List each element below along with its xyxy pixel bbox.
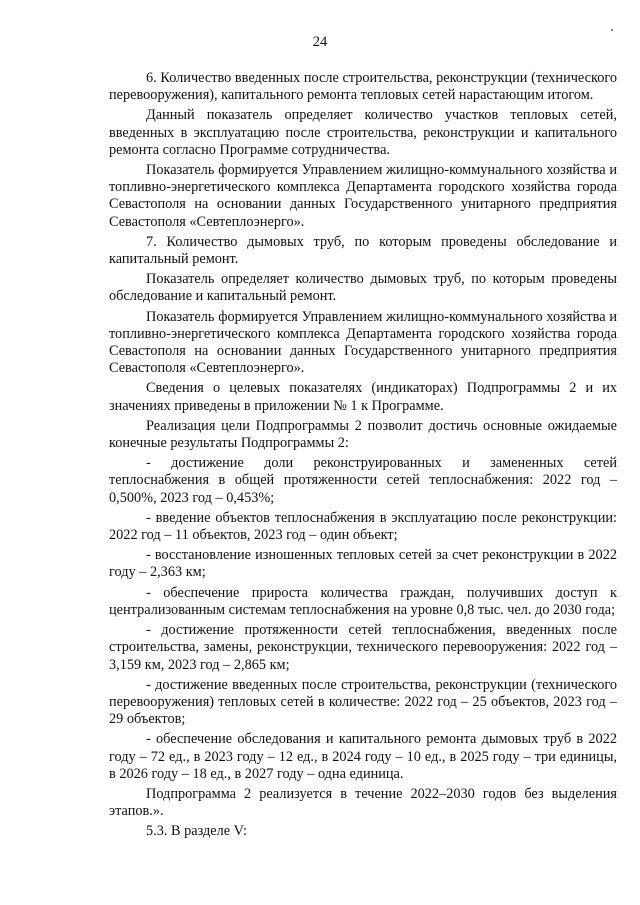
- list-item-result: - восстановление изношенных тепловых сетей за счет реконструкции в 2022 году – 2,363 км;: [109, 547, 617, 581]
- list-item-result: - достижение протяженности сетей теплоснабжения, введенных после строительства, замены, реконструкции, технического перевооружения: 2022 год – 3,159 км, 2023 год – 2,865 км;: [109, 622, 617, 673]
- list-item-result: - достижение доли реконструированных и замененных сетей теплоснабжения в общей протяженности сетей теплоснабжения: 2022 год – 0,500%, 2023 год – 0,453%;: [109, 455, 617, 506]
- paragraph-indicators-reference: Сведения о целевых показателях (индикаторах) Подпрограммы 2 и их значениях приведены в приложении № 1 к Программе.: [109, 380, 617, 414]
- paragraph-expected-results-intro: Реализация цели Подпрограммы 2 позволит достичь основные ожидаемые конечные результаты Подпрограммы 2:: [109, 417, 617, 452]
- paragraph-indicator-6-source: Показатель формируется Управлением жилищно-коммунального хозяйства и топливно-энергетического комплекса Департамента городского хозяйства города Севастополя на основании данных Государственного унитарного предприятия Севастополя «Севтеплоэнерго».: [109, 162, 617, 230]
- paragraph-indicator-7-source: Показатель формируется Управлением жилищно-коммунального хозяйства и топливно-энергетического комплекса Департамента городского хозяйства города Севастополя на основании данных Государственного унитарного предприятия Севастополя «Севтеплоэнерго».: [109, 308, 617, 377]
- paragraph-indicator-7-definition: Показатель определяет количество дымовых труб, по которым проведены обследование и капитальный ремонт.: [109, 271, 617, 305]
- paragraph-indicator-6-definition: Данный показатель определяет количество участков тепловых сетей, введенных в эксплуатацию после строительства, реконструкции и капитального ремонта согласно Программе сотрудничества.: [109, 107, 617, 158]
- scan-speck: [611, 29, 613, 31]
- list-item-result: - достижение введенных после строительства, реконструкции (технического перевооружения) тепловых сетей в количестве: 2022 год – 25 объектов, 2023 год – 29 объектов;: [109, 676, 617, 728]
- list-item-result: - обеспечение обследования и капитального ремонта дымовых труб в 2022 году – 72 ед., в 2023 году – 12 ед., в 2024 году – 10 ед., в 2025 году – три единицы, в 2026 году – 18 ед., в 2027 году – одна единица.: [109, 731, 617, 782]
- document-body: [109, 70, 617, 841]
- paragraph-indicator-6: 6. Количество введенных после строительства, реконструкции (технического перевооружения), капитального ремонта тепловых сетей нарастающим итогом.: [109, 70, 617, 104]
- list-item-result: - обеспечение прироста количества граждан, получивших доступ к централизованным системам теплоснабжения на уровне 0,8 тыс. чел. до 2030 года;: [109, 584, 617, 618]
- paragraph-indicator-7: 7. Количество дымовых труб, по которым проведены обследование и капитальный ремонт.: [109, 233, 617, 268]
- paragraph-section-heading: 5.3. В разделе V:: [146, 823, 247, 840]
- paragraph-implementation-period: Подпрограмма 2 реализуется в течение 2022–2030 годов без выделения этапов.».: [109, 785, 617, 820]
- list-item-result: - введение объектов теплоснабжения в эксплуатацию после реконструкции: 2022 год – 11 объектов, 2023 год – один объект;: [109, 509, 617, 544]
- page-number: 24: [312, 34, 328, 50]
